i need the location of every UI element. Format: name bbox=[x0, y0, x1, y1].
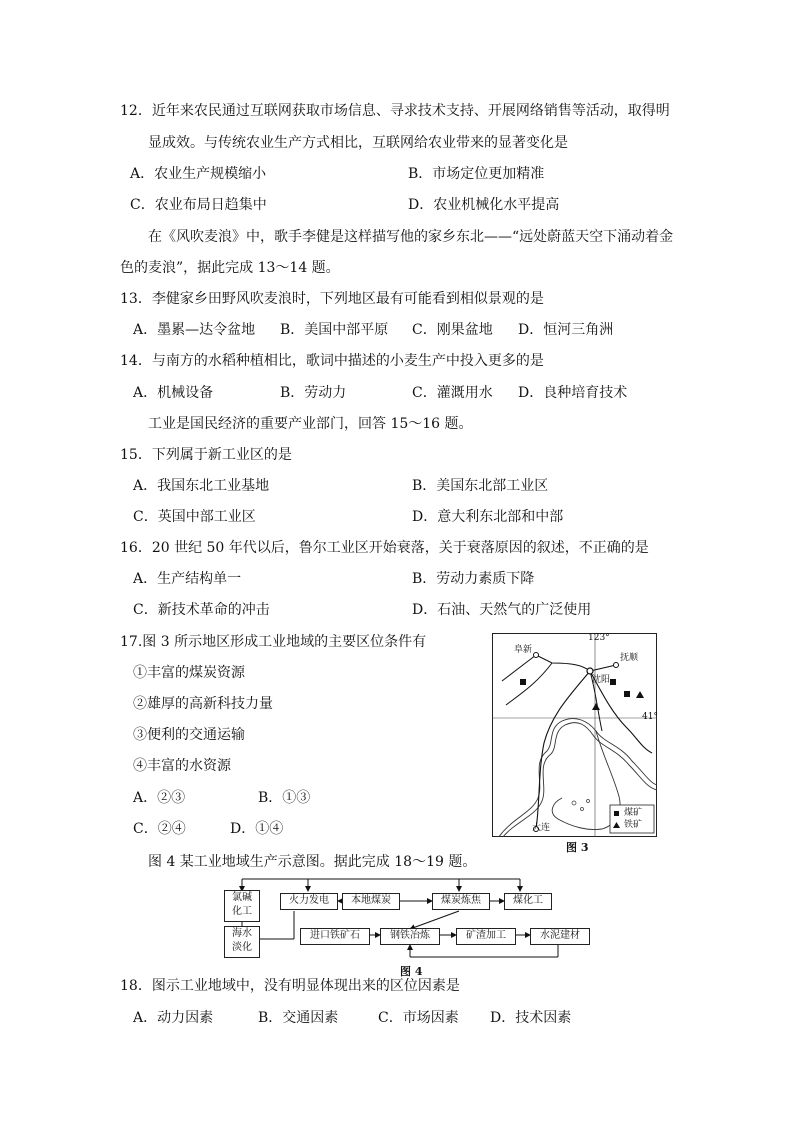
q17-option-c: C．②④ bbox=[133, 821, 186, 837]
q18-option-d: D．技术因素 bbox=[490, 1010, 572, 1026]
q15-option-a: A．我国东北工业基地 bbox=[133, 478, 270, 494]
legend-coal-symbol bbox=[614, 811, 619, 816]
intro-18-19: 图 4 某工业地域生产示意图。据此完成 18～19 题。 bbox=[148, 854, 477, 870]
flow-desalination bbox=[224, 926, 260, 958]
city-fuxin-marker bbox=[534, 653, 539, 658]
flow-slag-processing: 矿渣加工 bbox=[456, 928, 516, 945]
q12-option-a: A．农业生产规模缩小 bbox=[130, 166, 267, 182]
q12-option-d: D．农业机械化水平提高 bbox=[408, 197, 560, 213]
flow-coal-chemical: 煤化工 bbox=[504, 893, 552, 910]
q18-option-b: B．交通因素 bbox=[258, 1010, 339, 1026]
q13-option-b: B．美国中部平原 bbox=[280, 322, 389, 338]
flow-steel-smelting: 钢铁冶炼 bbox=[380, 928, 440, 945]
figure-3-map bbox=[492, 633, 657, 837]
map-city-fuxin: 阜新 bbox=[514, 645, 533, 655]
q16-option-b: B．劳动力素质下降 bbox=[412, 571, 535, 587]
q12-stem-line2: 显成效。与传统农业生产方式相比，互联网给农业带来的显著变化是 bbox=[148, 135, 568, 151]
coal-mine-1 bbox=[520, 679, 526, 685]
q17-item-4: ④丰富的水资源 bbox=[133, 758, 231, 774]
q15-option-b: B．美国东北部工业区 bbox=[412, 478, 549, 494]
figure-3-caption: 图 3 bbox=[566, 841, 589, 854]
coal-mine-2 bbox=[610, 679, 616, 685]
flowchart-svg bbox=[220, 873, 590, 961]
q12-option-b: B．市场定位更加精准 bbox=[408, 166, 545, 182]
flow-thermal-power: 火力发电 bbox=[280, 893, 338, 910]
desal-line2: 淡化 bbox=[232, 942, 252, 953]
q18-option-c: C．市场因素 bbox=[378, 1010, 459, 1026]
q15-option-d: D．意大利东北部和中部 bbox=[412, 509, 564, 525]
q16-option-a: A．生产结构单一 bbox=[133, 571, 242, 587]
intro-13-14-line2: 色的麦浪”，据此完成 13～14 题。 bbox=[120, 260, 340, 276]
q16-stem: 16．20 世纪 50 年代以后，鲁尔工业区开始衰落，关于衰落原因的叙述，不正确的是 bbox=[120, 540, 649, 556]
q17-option-a: A．②③ bbox=[133, 790, 186, 806]
map-city-fushun: 抚顺 bbox=[620, 653, 639, 663]
q13-option-c: C．刚果盆地 bbox=[412, 322, 493, 338]
q16-option-c: C．新技术革命的冲击 bbox=[133, 602, 270, 618]
q18-stem: 18．图示工业地域中，没有明显体现出来的区位因素是 bbox=[120, 978, 460, 994]
chlor-alkali-line1: 氯碱 bbox=[232, 892, 252, 903]
q13-option-a: A．墨累—达令盆地 bbox=[133, 322, 256, 338]
flow-imported-iron-ore: 进口铁矿石 bbox=[300, 928, 370, 945]
q14-option-d: D．良种培育技术 bbox=[518, 385, 628, 401]
arrow-coking-to-steel bbox=[410, 911, 459, 929]
q17-stem: 17.图 3 所示地区形成工业地域的主要区位条件有 bbox=[120, 634, 427, 650]
map-longitude-label: 123° bbox=[588, 633, 610, 643]
q14-option-b: B．劳动力 bbox=[280, 385, 347, 401]
flow-coking: 煤炭炼焦 bbox=[432, 893, 490, 910]
q15-stem: 15．下列属于新工业区的是 bbox=[120, 447, 292, 463]
map-city-dalian: 大连 bbox=[532, 823, 551, 833]
q12-option-c: C．农业布局日趋集中 bbox=[130, 197, 267, 213]
q17-item-3: ③便利的交通运输 bbox=[133, 727, 245, 743]
intro-13-14-line1: 在《风吹麦浪》中，歌手李健是这样描写他的家乡东北——“远处蔚蓝天空下涌动着金 bbox=[148, 229, 674, 245]
q16-option-d: D．石油、天然气的广泛使用 bbox=[412, 602, 592, 618]
chlor-alkali-line2: 化工 bbox=[232, 906, 252, 917]
flow-chlor-alkali bbox=[224, 890, 260, 922]
q17-option-b: B．①③ bbox=[258, 790, 311, 806]
q17-option-d: D．①④ bbox=[230, 821, 284, 837]
desal-line1: 海水 bbox=[232, 928, 252, 939]
q14-option-c: C．灌溉用水 bbox=[412, 385, 493, 401]
city-fushun-marker bbox=[614, 663, 619, 668]
q13-stem: 13．李健家乡田野风吹麦浪时，下列地区最有可能看到相似景观的是 bbox=[120, 291, 544, 307]
flow-local-coal: 本地煤炭 bbox=[342, 893, 400, 910]
q17-item-1: ①丰富的煤炭资源 bbox=[133, 665, 245, 681]
q13-option-d: D．恒河三角洲 bbox=[518, 322, 614, 338]
legend-coal-label: 煤矿 bbox=[624, 808, 643, 818]
intro-15-16: 工业是国民经济的重要产业部门，回答 15～16 题。 bbox=[148, 416, 473, 432]
q14-option-a: A．机械设备 bbox=[133, 385, 214, 401]
figure-4-caption: 图 4 bbox=[400, 965, 423, 978]
q14-stem: 14．与南方的水稻种植相比，歌词中描述的小麦生产中投入更多的是 bbox=[120, 353, 544, 369]
map-latitude-label: 41° bbox=[642, 712, 658, 722]
flow-cement: 水泥建材 bbox=[530, 928, 590, 945]
q17-item-2: ②雄厚的高新科技力量 bbox=[133, 696, 273, 712]
q15-option-c: C．英国中部工业区 bbox=[133, 509, 256, 525]
city-shenyang-marker bbox=[587, 668, 593, 674]
q12-stem-line1: 12．近年来农民通过互联网获取市场信息、寻求技术支持、开展网络销售等活动，取得明 bbox=[120, 103, 670, 119]
legend-iron-label: 铁矿 bbox=[624, 820, 643, 830]
figure-4-flowchart bbox=[220, 873, 590, 961]
map-city-shenyang: 沈阳 bbox=[592, 675, 611, 685]
coal-mine-3 bbox=[624, 691, 630, 697]
q18-option-a: A．动力因素 bbox=[133, 1010, 214, 1026]
